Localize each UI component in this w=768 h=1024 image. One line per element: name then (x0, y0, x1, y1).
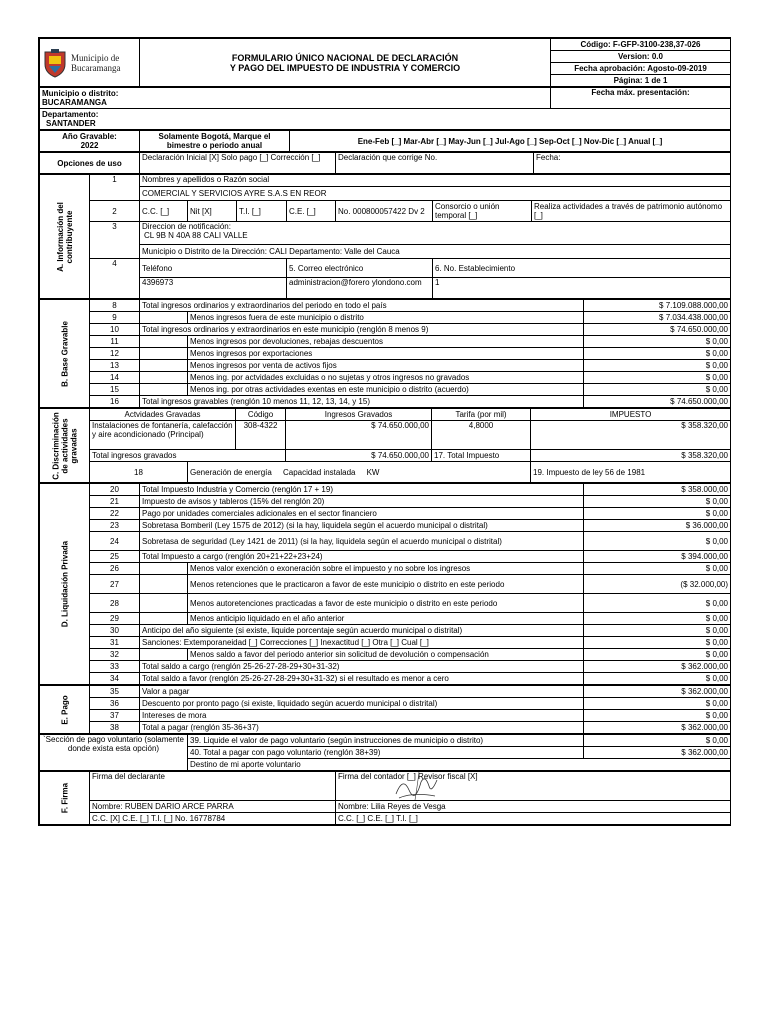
establecimientos-label: 6. No. Establecimiento (433, 259, 731, 278)
row-value[interactable]: $ 7.109.088.000,00 (584, 300, 731, 312)
row-description: Anticipo del año siguiente (si existe, liquide porcentaje según acuerdo municipal o distrital) (140, 625, 584, 637)
row-number: 1 (90, 175, 140, 201)
row-number: 9 (90, 312, 140, 324)
indent-spacer (140, 312, 188, 324)
col-tarifa: Tarifa (por mil) (432, 409, 531, 421)
departamento-value: SANTANDER (46, 119, 96, 128)
form-row (40, 637, 731, 649)
row-value[interactable]: $ 358.000,00 (584, 484, 731, 496)
col-actividades: Actvidades Gravadas (90, 409, 236, 421)
row-description: Menos valor exención o exoneración sobre el impuesto y no sobre los ingresos (188, 563, 584, 575)
voluntary-payment (39, 734, 731, 771)
form-row (40, 520, 731, 532)
row-value[interactable]: $ 7.034.438.000,00 (584, 312, 731, 324)
row-description: Total a pagar (renglón 35-36+37) (140, 722, 584, 734)
row-value[interactable]: $ 0,00 (584, 372, 731, 384)
row-value[interactable]: $ 362.000,00 (584, 661, 731, 673)
ano-label: Año Gravable: (62, 132, 117, 141)
period-block (39, 130, 731, 152)
row-description: Total ingresos gravables (renglón 10 menos 11, 12, 13, 14, y 15) (140, 396, 584, 408)
row-description: Impuesto de avisos y tableros (15% del renglón 20) (140, 496, 584, 508)
form-row (40, 686, 731, 698)
form-version: Version: 0.0 (551, 51, 731, 63)
row-description: Total Impuesto Industria y Comercio (renglón 17 + 19) (140, 484, 584, 496)
correo-label: 5. Correo electrónico (287, 259, 433, 278)
row-value[interactable]: $ 0,00 (584, 710, 731, 722)
row-value[interactable]: $ 0,00 (584, 637, 731, 649)
row-number: 11 (90, 336, 140, 348)
row-number: 33 (90, 661, 140, 673)
row-number: 20 (90, 484, 140, 496)
indent-spacer (140, 649, 188, 661)
nombre-contador[interactable]: Nombre: Lilia Reyes de Vesga (336, 801, 731, 813)
nit-number[interactable]: No. 000800057422 Dv 2 (336, 201, 433, 222)
section-a-label: A. Información del contribuyente (40, 175, 90, 299)
firma-contador-cell[interactable] (336, 772, 731, 801)
usage-options (39, 152, 731, 174)
row-description: Sanciones: Extemporaneidad [_] Correcciones [_] Inexactitud [_] Otra [_] Cual [_] (140, 637, 584, 649)
form-row (40, 625, 731, 637)
row-value[interactable]: $ 0,00 (584, 698, 731, 710)
row-description: Pago por unidades comerciales adicionales en el sector financiero (140, 508, 584, 520)
row-value[interactable]: $ 0,00 (584, 336, 731, 348)
row-number: 35 (90, 686, 140, 698)
nombre-label: Nombres y apellidos o Razón social (140, 175, 731, 187)
row-number: 28 (90, 594, 140, 613)
row-description: Menos anticipio liquidado en el año anterior (188, 613, 584, 625)
section-f (39, 771, 731, 825)
form-header (39, 38, 731, 87)
row-number: 25 (90, 551, 140, 563)
form-title (140, 39, 551, 87)
row-value[interactable]: $ 0,00 (584, 594, 731, 613)
form-row (40, 563, 731, 575)
row-description: Menos retenciones que le practicaron a favor de este municipio o distrito en este periodo (188, 575, 584, 594)
form-code: Código: F-GFP-3100-238,37-026 (551, 39, 731, 51)
municipio-label: Municipio o distrito: (42, 89, 119, 98)
form-row (40, 300, 731, 312)
activity-rate[interactable]: 4,8000 (432, 421, 531, 450)
section-f-label: F. Firma (40, 772, 90, 825)
row-number: 10 (90, 324, 140, 336)
ley-56-label: 19. Impuesto de ley 56 de 1981 (531, 462, 731, 483)
row-value[interactable]: $ 0,00 (584, 496, 731, 508)
row-40-label: 40. Total a pagar con pago voluntario (renglón 38+39) (188, 747, 584, 759)
row-number: 3 (90, 222, 140, 259)
row-description: Sobretasa Bomberil (Ley 1575 de 2012) (si la hay, liquidela según el acuerdo municipal o distrital) (140, 520, 584, 532)
row-number: 38 (90, 722, 140, 734)
row-number: 36 (90, 698, 140, 710)
section-b-label: B. Base Gravable (40, 300, 90, 408)
cc-checkbox[interactable]: C.C. [_] (140, 201, 188, 222)
row-value[interactable]: $ 394.000,00 (584, 551, 731, 563)
row-description: Menos saldo a favor del periodo anterior sin solicitud de devolución o compensación (188, 649, 584, 661)
row-number: 14 (90, 372, 140, 384)
indent-spacer (140, 348, 188, 360)
nombre-value[interactable]: COMERCIAL Y SERVICIOS AYRE S.A.S EN REOR (140, 187, 731, 201)
form-row (40, 575, 731, 594)
form-row (40, 673, 731, 685)
form-row (40, 396, 731, 408)
row-value[interactable]: $ 0,00 (584, 613, 731, 625)
row-description: Menos ing. por actvidades excluidas o no sujetas y otros ingresos no gravados (188, 372, 584, 384)
doc-contador[interactable]: C.C. [_] C.E. [_] T.I. [_] (336, 813, 731, 825)
form-row (40, 496, 731, 508)
departamento-cell (40, 109, 731, 130)
firma-contador-label: Firma del contador [_] Revisor fiscal [X] (338, 772, 478, 781)
municipio-direccion[interactable]: Municipio o Distrito de la Dirección: CALI Departamento: Valle del Cauca (140, 245, 731, 259)
section-c (39, 408, 731, 483)
form-row (40, 551, 731, 563)
indent-spacer (140, 575, 188, 594)
row-number: 29 (90, 613, 140, 625)
indent-spacer (140, 613, 188, 625)
row-value[interactable]: $ 362.000,00 (584, 686, 731, 698)
activity-tax[interactable]: $ 358.320,00 (531, 421, 731, 450)
nit-checkbox[interactable]: Nit [X] (188, 201, 237, 222)
row-number: 27 (90, 575, 140, 594)
row-description: Total saldo a cargo (renglón 25-26-27-28-29+30+31-32) (140, 661, 584, 673)
total-ingresos-label: Total ingresos gravados (90, 450, 286, 462)
telefono-value[interactable]: 4396973 (140, 278, 287, 299)
row-value[interactable]: $ 0,00 (584, 508, 731, 520)
row-description: Menos ing. por otras actividades exentas en este municipio o distrito (acuerdo) (188, 384, 584, 396)
form-row (40, 324, 731, 336)
row-value[interactable]: $ 0,00 (584, 384, 731, 396)
row-number: 24 (90, 532, 140, 551)
section-c-label: C. Discriminación de actividades gravadas (40, 409, 90, 483)
indent-spacer (140, 563, 188, 575)
row-number: 21 (90, 496, 140, 508)
row-value[interactable]: $ 0,00 (584, 673, 731, 685)
row-number: 13 (90, 360, 140, 372)
row-description: Total ingresos ordinarios y extraordinarios en este municipio (renglón 8 menos 9) (140, 324, 584, 336)
ano-cell (40, 131, 140, 152)
form-row (40, 661, 731, 673)
row-description: Menos ingresos fuera de este municipio o distrito (188, 312, 584, 324)
row-description: Menos ingresos por devoluciones, rebajas descuentos (188, 336, 584, 348)
form-row (40, 360, 731, 372)
generacion-label: Generación de energía (190, 467, 272, 477)
row-description: Descuento por pronto pago (si existe, liquidado según acuerdo municipal o distrital) (140, 698, 584, 710)
firma-declarante[interactable]: Firma del declarante (90, 772, 336, 801)
form-row (40, 722, 731, 734)
kw-unit: KW (366, 467, 380, 477)
bimestre-options[interactable]: Ene-Feb [_] Mar-Abr [_] May-Jun [_] Jul-Ago [_] Sep-Oct [_] Nov-Dic [_] Anual [_] (290, 131, 731, 152)
municipio-cell (40, 88, 551, 109)
section-a (39, 174, 731, 299)
section-b (39, 299, 731, 408)
direccion-label: Direccion de notificación: (142, 222, 231, 231)
direccion-value: CL 9B N 40A 88 CALI VALLE (144, 231, 248, 240)
destino-aporte[interactable]: Destino de mi aporte voluntario (188, 759, 731, 771)
logo-line-2: Bucaramanga (71, 62, 121, 73)
row-number: 2 (90, 201, 140, 222)
row-number: 34 (90, 673, 140, 685)
row-value[interactable]: $ 0,00 (584, 348, 731, 360)
row-description: Total saldo a favor (renglón 25-26-27-28-29+30+31-32) si el resultado es menor a cero (140, 673, 584, 685)
section-d (39, 483, 731, 685)
row-number: 22 (90, 508, 140, 520)
row-value[interactable]: $ 0,00 (584, 360, 731, 372)
col-impuesto: IMPUESTO (531, 409, 731, 421)
row-40-value[interactable]: $ 362.000,00 (584, 747, 731, 759)
departamento-label: Departamento: (42, 110, 99, 119)
row-description: Menos ingresos por venta de activos fijos (188, 360, 584, 372)
patrimonio-checkbox[interactable]: Realiza actividades a través de patrimonio autónomo [_] (532, 201, 731, 222)
indent-spacer (140, 384, 188, 396)
row-description: Intereses de mora (140, 710, 584, 722)
title-line-1: FORMULARIO ÚNICO NACIONAL DE DECLARACIÓN (231, 52, 459, 63)
coat-of-arms-icon (42, 48, 68, 78)
bimestre-label: Solamente Bogotá, Marque el bimestre o periodo anual (140, 131, 290, 152)
consorcio-checkbox[interactable]: Consorcio o unión temporal [_] (433, 201, 532, 222)
row-number: 18 (90, 462, 188, 483)
row-description: Total Impuesto a cargo (renglón 20+21+22+23+24) (140, 551, 584, 563)
opciones-label: Opciones de uso (40, 153, 140, 174)
corrige-label[interactable]: Declaración que corrige No. (336, 153, 534, 174)
row-value[interactable]: $ 74.650.000,00 (584, 324, 731, 336)
activity-income[interactable]: $ 74.650.000,00 (286, 421, 432, 450)
form-row (40, 649, 731, 661)
municipio-value: BUCARAMANGA (42, 98, 107, 107)
telefono-label: Teléfono (140, 259, 287, 278)
capacidad-label: Capacidad instalada (282, 467, 356, 477)
form-row (40, 532, 731, 551)
tax-form (38, 37, 731, 826)
row-value[interactable]: $ 0,00 (584, 625, 731, 637)
page-number: Página: 1 de 1 (551, 75, 731, 87)
form-row (40, 698, 731, 710)
row-description: Menos autoretenciones practicadas a favor de este municipio o distrito en este periodo (188, 594, 584, 613)
row-value[interactable]: ($ 32.000,00) (584, 575, 731, 594)
form-row (40, 594, 731, 613)
form-row (40, 710, 731, 722)
row-description: Valor a pagar (140, 686, 584, 698)
generacion-energia[interactable] (188, 462, 531, 483)
indent-spacer (140, 336, 188, 348)
approval-date: Fecha aprobación: Agosto-09-2019 (551, 63, 731, 75)
form-row (40, 384, 731, 396)
fecha-label[interactable]: Fecha: (534, 153, 731, 174)
row-description: Menos ingresos por exportaciones (188, 348, 584, 360)
col-ingresos: Ingresos Gravados (286, 409, 432, 421)
row-number: 16 (90, 396, 140, 408)
opciones-value[interactable]: Declaración Inicial [X] Solo pago [_] Corrección [_] (140, 153, 336, 174)
title-line-2: Y PAGO DEL IMPUESTO DE INDUSTRIA Y COMERCIO (229, 62, 461, 73)
ce-checkbox[interactable]: C.E. [_] (287, 201, 336, 222)
row-number: 8 (90, 300, 140, 312)
row-39-label: 39. Liquide el valor de pago voluntario (según instrucciones de municipio o distrito) (188, 735, 584, 747)
row-number: 37 (90, 710, 140, 722)
row-value[interactable]: $ 362.000,00 (584, 722, 731, 734)
row-number: 30 (90, 625, 140, 637)
indent-spacer (140, 360, 188, 372)
logo-line-1: Municipio de (71, 52, 120, 63)
row-value[interactable]: $ 0,00 (584, 649, 731, 661)
section-e-label: E. Pago (40, 686, 90, 734)
form-row (40, 484, 731, 496)
nombre-declarante[interactable]: Nombre: RUBEN DARIO ARCE PARRA (90, 801, 336, 813)
row-description: Sobretasa de seguridad (Ley 1421 de 2011) (si la hay, liquidela según el acuerdo municipal o distrital) (140, 532, 584, 551)
row-number: 4 (90, 259, 140, 299)
total-impuesto-value[interactable]: $ 358.320,00 (531, 450, 731, 462)
row-description: Total ingresos ordinarios y extraordinarios del periodo en todo el país (140, 300, 584, 312)
row-number: 23 (90, 520, 140, 532)
total-impuesto-label: 17. Total Impuesto (432, 450, 531, 462)
form-row (40, 372, 731, 384)
form-row (40, 348, 731, 360)
row-value[interactable]: $ 0,00 (584, 563, 731, 575)
form-row (40, 336, 731, 348)
form-row (40, 508, 731, 520)
section-e (39, 685, 731, 734)
direccion-cell[interactable] (140, 222, 731, 245)
ti-checkbox[interactable]: T.I. [_] (237, 201, 287, 222)
col-codigo: Código (236, 409, 286, 421)
indent-spacer (140, 372, 188, 384)
location-block (39, 87, 731, 130)
row-value[interactable]: $ 36.000,00 (584, 520, 731, 532)
ano-value: 2022 (80, 141, 99, 150)
row-number: 26 (90, 563, 140, 575)
row-39-value[interactable]: $ 0,00 (584, 735, 731, 747)
row-number: 15 (90, 384, 140, 396)
row-number: 12 (90, 348, 140, 360)
deadline-label: Fecha máx. presentación: (551, 88, 731, 109)
row-value[interactable]: $ 74.650.000,00 (584, 396, 731, 408)
logo-cell (40, 39, 140, 87)
activity-name[interactable]: Instalaciones de fontanería, calefacción y aire acondicionado (Principal) (90, 421, 236, 450)
total-ingresos-value[interactable]: $ 74.650.000,00 (286, 450, 432, 462)
row-number: 31 (90, 637, 140, 649)
row-number: 32 (90, 649, 140, 661)
voluntario-label: `Sección de pago voluntario (solamente donde exista esta opción) (40, 735, 188, 771)
doc-declarante[interactable]: C.C. [X] C.E. [_] T.I. [_] No. 16778784 (90, 813, 336, 825)
handwritten-signature (391, 772, 441, 801)
indent-spacer (140, 594, 188, 613)
section-d-label: D. Liquidación Privada (40, 484, 90, 685)
form-row (40, 613, 731, 625)
establecimientos-value[interactable]: 1 (433, 278, 731, 299)
form-row (40, 312, 731, 324)
correo-value[interactable]: administracion@forero ylondono.com (287, 278, 433, 299)
activity-code[interactable]: 308-4322 (236, 421, 286, 450)
row-value[interactable]: $ 0,00 (584, 532, 731, 551)
